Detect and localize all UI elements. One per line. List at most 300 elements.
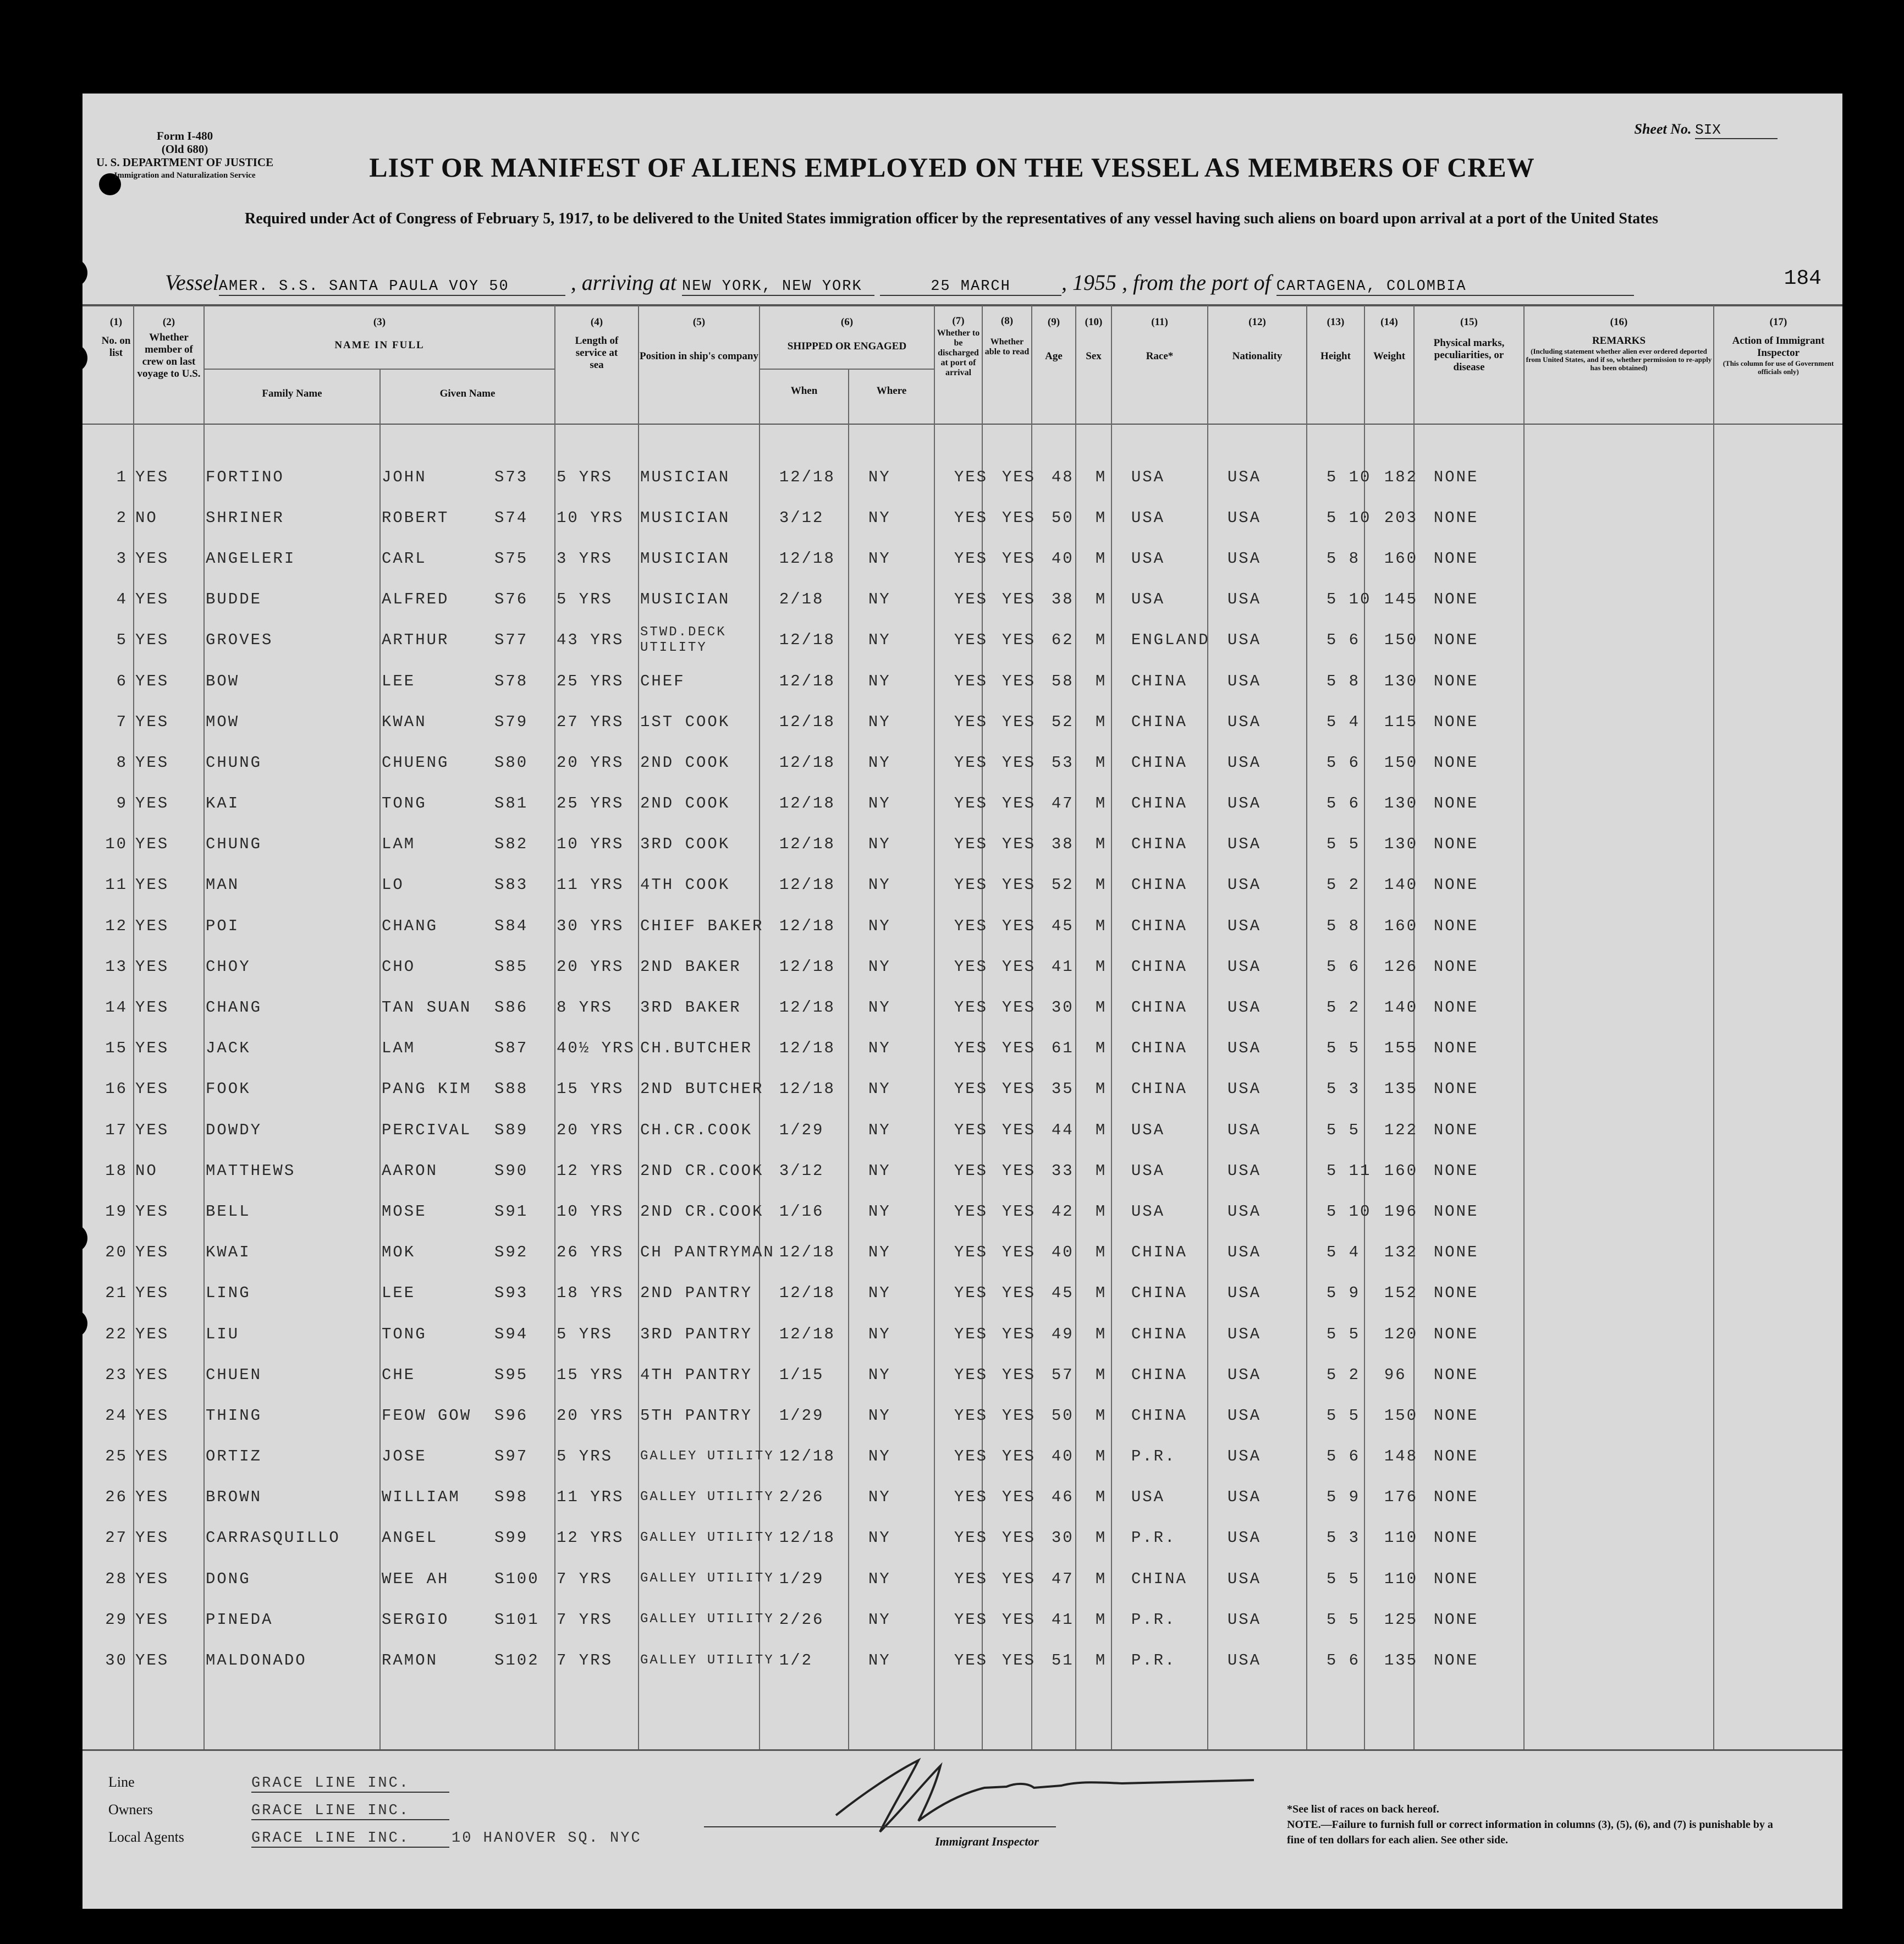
cell-row-number: 13 bbox=[105, 957, 128, 976]
cell-sex: M bbox=[1095, 876, 1107, 894]
cell-crew-id: S95 bbox=[494, 1365, 529, 1384]
cell-shipped-where: NY bbox=[868, 549, 891, 568]
cell-nationality: USA bbox=[1227, 1651, 1262, 1670]
col8-label: Whether able to read bbox=[984, 337, 1030, 356]
table-row bbox=[91, 1436, 1542, 1477]
cell-height: 5 10 bbox=[1326, 590, 1372, 609]
cell-physical-marks: NONE bbox=[1433, 672, 1479, 690]
cell-height: 5 6 bbox=[1326, 794, 1361, 813]
cell-height: 5 5 bbox=[1326, 1121, 1361, 1139]
table-row bbox=[91, 783, 1542, 824]
cell-shipped-when: 1/29 bbox=[779, 1406, 824, 1425]
cell-shipped-where: NY bbox=[868, 835, 891, 854]
cell-service-length: 5 YRS bbox=[557, 1325, 613, 1343]
col15-label: Physical marks, peculiarities, or disease bbox=[1433, 337, 1505, 373]
cell-position: 3RD PANTRY bbox=[640, 1325, 753, 1343]
col16-note: (Including statement whether alien ever ordered deported from United States, and if so, whether permission to re-apply has been obtained) bbox=[1526, 347, 1712, 372]
cell-weight: 115 bbox=[1384, 712, 1418, 731]
cell-height: 5 8 bbox=[1326, 916, 1361, 935]
cell-nationality: USA bbox=[1227, 1202, 1262, 1221]
cell-sex: M bbox=[1095, 1121, 1107, 1139]
cell-row-number: 22 bbox=[105, 1325, 128, 1343]
cell-physical-marks: NONE bbox=[1433, 712, 1479, 731]
cell-age: 52 bbox=[1051, 876, 1074, 894]
col10-label: Sex bbox=[1086, 350, 1102, 362]
col1-number: (1) bbox=[109, 316, 123, 328]
table-row bbox=[91, 905, 1542, 946]
cell-shipped-when: 12/18 bbox=[779, 1284, 835, 1303]
cell-crew-last-voyage: YES bbox=[135, 1039, 169, 1058]
cell-able-to-read: YES bbox=[1001, 957, 1036, 976]
cell-service-length: 20 YRS bbox=[557, 957, 624, 976]
punch-hole bbox=[59, 259, 87, 287]
cell-family-name: CARRASQUILLO bbox=[206, 1529, 340, 1547]
cell-discharged: YES bbox=[954, 1529, 988, 1547]
cell-race: P.R. bbox=[1131, 1651, 1176, 1670]
cell-crew-last-voyage: NO bbox=[135, 1161, 158, 1180]
cell-able-to-read: YES bbox=[1001, 590, 1036, 609]
cell-given-name: MOK bbox=[382, 1243, 416, 1262]
line-value: GRACE LINE INC. bbox=[251, 1775, 449, 1793]
cell-given-name: CHANG bbox=[382, 916, 438, 935]
cell-sex: M bbox=[1095, 1488, 1107, 1507]
cell-family-name: KAI bbox=[206, 794, 240, 813]
cell-crew-id: S84 bbox=[494, 916, 529, 935]
cell-shipped-when: 12/18 bbox=[779, 1447, 835, 1466]
cell-shipped-when: 12/18 bbox=[779, 672, 835, 690]
cell-crew-last-voyage: YES bbox=[135, 712, 169, 731]
inspector-caption: Immigrant Inspector bbox=[935, 1835, 1039, 1848]
cell-nationality: USA bbox=[1227, 1488, 1262, 1507]
cell-shipped-when: 1/2 bbox=[779, 1651, 813, 1670]
cell-service-length: 10 YRS bbox=[557, 835, 624, 854]
cell-nationality: USA bbox=[1227, 712, 1262, 731]
cell-sex: M bbox=[1095, 549, 1107, 568]
cell-physical-marks: NONE bbox=[1433, 1243, 1479, 1262]
cell-crew-id: S80 bbox=[494, 753, 529, 772]
year-prefix: , 19 bbox=[1061, 270, 1094, 295]
cell-row-number: 5 bbox=[116, 631, 128, 650]
col9-label: Age bbox=[1045, 350, 1063, 362]
cell-service-length: 43 YRS bbox=[557, 631, 624, 650]
cell-age: 62 bbox=[1051, 631, 1074, 650]
col10-header bbox=[1076, 316, 1111, 363]
cell-race: CHINA bbox=[1131, 998, 1187, 1017]
cell-race: CHINA bbox=[1131, 1243, 1187, 1262]
cell-family-name: ANGELERI bbox=[206, 549, 296, 568]
table-row bbox=[91, 701, 1542, 742]
cell-shipped-when: 12/18 bbox=[779, 468, 835, 486]
cell-given-name: LAM bbox=[382, 835, 416, 854]
cell-weight: 135 bbox=[1384, 1080, 1418, 1099]
cell-nationality: USA bbox=[1227, 1529, 1262, 1547]
cell-nationality: USA bbox=[1227, 753, 1262, 772]
table-row bbox=[91, 1518, 1542, 1558]
table-row bbox=[91, 1558, 1542, 1599]
col1-label: No. on list bbox=[101, 335, 131, 359]
cell-crew-id: S86 bbox=[494, 998, 529, 1017]
cell-row-number: 16 bbox=[105, 1080, 128, 1099]
cell-given-name: AARON bbox=[382, 1161, 438, 1180]
cell-position: GALLEY UTILITY bbox=[640, 1612, 774, 1627]
cell-physical-marks: NONE bbox=[1433, 916, 1479, 935]
cell-sex: M bbox=[1095, 835, 1107, 854]
cell-position: 2ND BUTCHER bbox=[640, 1080, 764, 1099]
cell-crew-last-voyage: YES bbox=[135, 1651, 169, 1670]
cell-row-number: 14 bbox=[105, 998, 128, 1017]
cell-shipped-when: 3/12 bbox=[779, 1161, 824, 1180]
arrival-date: 25 MARCH bbox=[880, 278, 1061, 296]
col13-header bbox=[1307, 316, 1364, 363]
page-subtitle: Required under Act of Congress of February 5, 1917, to be delivered to the United States immigration officer by the representatives of any vessel having such aliens on board upon arrival at a port of the United States bbox=[245, 210, 1658, 227]
cell-height: 5 2 bbox=[1326, 1365, 1361, 1384]
cell-crew-last-voyage: YES bbox=[135, 1569, 169, 1588]
cell-row-number: 17 bbox=[105, 1121, 128, 1139]
cell-physical-marks: NONE bbox=[1433, 957, 1479, 976]
cell-crew-last-voyage: YES bbox=[135, 835, 169, 854]
cell-height: 5 2 bbox=[1326, 876, 1361, 894]
cell-given-name: MOSE bbox=[382, 1202, 427, 1221]
cell-crew-last-voyage: YES bbox=[135, 998, 169, 1017]
table-row bbox=[91, 1150, 1542, 1191]
cell-height: 5 6 bbox=[1326, 1447, 1361, 1466]
cell-crew-id: S82 bbox=[494, 835, 529, 854]
col3a-header: Family Name bbox=[262, 388, 322, 399]
owners-label: Owners bbox=[108, 1802, 153, 1817]
cell-service-length: 11 YRS bbox=[557, 876, 624, 894]
cell-able-to-read: YES bbox=[1001, 876, 1036, 894]
cell-age: 40 bbox=[1051, 1447, 1074, 1466]
cell-row-number: 6 bbox=[116, 672, 128, 690]
cell-sex: M bbox=[1095, 1610, 1107, 1629]
cell-physical-marks: NONE bbox=[1433, 468, 1479, 486]
cell-row-number: 21 bbox=[105, 1284, 128, 1303]
cell-given-name: WILLIAM bbox=[382, 1488, 460, 1507]
cell-crew-last-voyage: YES bbox=[135, 1365, 169, 1384]
cell-discharged: YES bbox=[954, 876, 988, 894]
cell-given-name: ARTHUR bbox=[382, 631, 449, 650]
cell-position: GALLEY UTILITY bbox=[640, 1448, 774, 1464]
col12-label: Nationality bbox=[1232, 350, 1283, 362]
cell-able-to-read: YES bbox=[1001, 1488, 1036, 1507]
cell-physical-marks: NONE bbox=[1433, 1651, 1479, 1670]
cell-row-number: 7 bbox=[116, 712, 128, 731]
vessel-line bbox=[165, 270, 1826, 296]
cell-height: 5 8 bbox=[1326, 672, 1361, 690]
col12-header bbox=[1208, 316, 1306, 363]
col14-number: (14) bbox=[1380, 316, 1398, 328]
cell-position: 2ND BAKER bbox=[640, 957, 741, 976]
cell-service-length: 20 YRS bbox=[557, 1406, 624, 1425]
cell-height: 5 6 bbox=[1326, 631, 1361, 650]
cell-service-length: 15 YRS bbox=[557, 1080, 624, 1099]
cell-race: USA bbox=[1131, 1488, 1165, 1507]
cell-able-to-read: YES bbox=[1001, 998, 1036, 1017]
cell-crew-last-voyage: YES bbox=[135, 916, 169, 935]
col14-header bbox=[1365, 316, 1413, 363]
cell-shipped-where: NY bbox=[868, 1610, 891, 1629]
cell-race: CHINA bbox=[1131, 712, 1187, 731]
cell-crew-id: S87 bbox=[494, 1039, 529, 1058]
cell-discharged: YES bbox=[954, 1080, 988, 1099]
cell-crew-id: S77 bbox=[494, 631, 529, 650]
table-row bbox=[91, 1477, 1542, 1518]
cell-sex: M bbox=[1095, 753, 1107, 772]
cell-crew-last-voyage: YES bbox=[135, 631, 169, 650]
col9-number: (9) bbox=[1047, 316, 1060, 328]
cell-height: 5 6 bbox=[1326, 753, 1361, 772]
cell-given-name: SERGIO bbox=[382, 1610, 449, 1629]
col12-number: (12) bbox=[1248, 316, 1266, 328]
cell-nationality: USA bbox=[1227, 998, 1262, 1017]
col4-number: (4) bbox=[590, 316, 603, 328]
cell-height: 5 5 bbox=[1326, 1610, 1361, 1629]
cell-nationality: USA bbox=[1227, 1569, 1262, 1588]
cell-discharged: YES bbox=[954, 1284, 988, 1303]
cell-nationality: USA bbox=[1227, 1243, 1262, 1262]
cell-physical-marks: NONE bbox=[1433, 1039, 1479, 1058]
owners-value: GRACE LINE INC. bbox=[251, 1803, 449, 1820]
cell-nationality: USA bbox=[1227, 549, 1262, 568]
cell-race: P.R. bbox=[1131, 1610, 1176, 1629]
cell-service-length: 30 YRS bbox=[557, 916, 624, 935]
cell-weight: 196 bbox=[1384, 1202, 1418, 1221]
cell-sex: M bbox=[1095, 1569, 1107, 1588]
cell-discharged: YES bbox=[954, 712, 988, 731]
cell-crew-last-voyage: YES bbox=[135, 1488, 169, 1507]
cell-weight: 122 bbox=[1384, 1121, 1418, 1139]
col2-number: (2) bbox=[162, 316, 175, 328]
cell-height: 5 2 bbox=[1326, 998, 1361, 1017]
cell-position: 4TH PANTRY bbox=[640, 1365, 753, 1384]
cell-shipped-where: NY bbox=[868, 1488, 891, 1507]
cell-shipped-when: 12/18 bbox=[779, 1039, 835, 1058]
cell-able-to-read: YES bbox=[1001, 1569, 1036, 1588]
cell-service-length: 25 YRS bbox=[557, 672, 624, 690]
cell-shipped-where: NY bbox=[868, 753, 891, 772]
col10-number: (10) bbox=[1085, 316, 1103, 328]
cell-crew-id: S101 bbox=[494, 1610, 540, 1629]
cell-shipped-when: 12/18 bbox=[779, 998, 835, 1017]
cell-able-to-read: YES bbox=[1001, 549, 1036, 568]
cell-position: 5TH PANTRY bbox=[640, 1406, 753, 1425]
col17-label: Action of Immigrant Inspector bbox=[1732, 335, 1825, 359]
cell-able-to-read: YES bbox=[1001, 1447, 1036, 1466]
cell-discharged: YES bbox=[954, 1406, 988, 1425]
cell-weight: 126 bbox=[1384, 957, 1418, 976]
cell-weight: 155 bbox=[1384, 1039, 1418, 1058]
cell-age: 48 bbox=[1051, 468, 1074, 486]
cell-age: 47 bbox=[1051, 794, 1074, 813]
cell-able-to-read: YES bbox=[1001, 835, 1036, 854]
col16-label: REMARKS bbox=[1592, 335, 1646, 347]
cell-row-number: 27 bbox=[105, 1529, 128, 1547]
cell-able-to-read: YES bbox=[1001, 1121, 1036, 1139]
cell-given-name: LEE bbox=[382, 1284, 416, 1303]
cell-discharged: YES bbox=[954, 631, 988, 650]
cell-family-name: THING bbox=[206, 1406, 262, 1425]
cell-crew-id: S99 bbox=[494, 1529, 529, 1547]
cell-discharged: YES bbox=[954, 998, 988, 1017]
cell-height: 5 6 bbox=[1326, 957, 1361, 976]
cell-family-name: LING bbox=[206, 1284, 251, 1303]
cell-physical-marks: NONE bbox=[1433, 876, 1479, 894]
cell-weight: 152 bbox=[1384, 1284, 1418, 1303]
table-row bbox=[91, 1640, 1542, 1681]
col15-header bbox=[1415, 316, 1523, 374]
col7-number: (7) bbox=[952, 315, 965, 327]
cell-age: 33 bbox=[1051, 1161, 1074, 1180]
col8-header bbox=[983, 316, 1031, 357]
col2-label: Whether member of crew on last voyage to U.S. bbox=[137, 332, 201, 380]
header-rule bbox=[82, 304, 1842, 306]
cell-age: 42 bbox=[1051, 1202, 1074, 1221]
cell-service-length: 20 YRS bbox=[557, 753, 624, 772]
cell-discharged: YES bbox=[954, 508, 988, 527]
col3b-header: Given Name bbox=[439, 388, 496, 399]
cell-shipped-where: NY bbox=[868, 590, 891, 609]
cell-given-name: ROBERT bbox=[382, 508, 449, 527]
cell-position: CHEF bbox=[640, 672, 685, 690]
cell-race: USA bbox=[1131, 590, 1165, 609]
cell-race: CHINA bbox=[1131, 916, 1187, 935]
crew-table bbox=[91, 457, 1542, 1681]
cell-nationality: USA bbox=[1227, 672, 1262, 690]
cell-position: 2ND PANTRY bbox=[640, 1284, 753, 1303]
col5-label: Position in ship's company bbox=[640, 350, 758, 362]
cell-weight: 120 bbox=[1384, 1325, 1418, 1343]
cell-weight: 150 bbox=[1384, 753, 1418, 772]
cell-shipped-where: NY bbox=[868, 712, 891, 731]
cell-sex: M bbox=[1095, 916, 1107, 935]
cell-nationality: USA bbox=[1227, 631, 1262, 650]
cell-given-name: LEE bbox=[382, 672, 416, 690]
table-row bbox=[91, 1273, 1542, 1314]
cell-service-length: 10 YRS bbox=[557, 1202, 624, 1221]
cell-row-number: 11 bbox=[105, 876, 128, 894]
col11-number: (11) bbox=[1151, 316, 1168, 328]
col6-label: SHIPPED OR ENGAGED bbox=[787, 341, 907, 352]
cell-family-name: CHUNG bbox=[206, 753, 262, 772]
cell-family-name: DOWDY bbox=[206, 1121, 262, 1139]
cell-crew-id: S89 bbox=[494, 1121, 529, 1139]
table-row bbox=[91, 824, 1542, 865]
table-row bbox=[91, 1191, 1542, 1232]
cell-physical-marks: NONE bbox=[1433, 1488, 1479, 1507]
cell-discharged: YES bbox=[954, 1202, 988, 1221]
cell-race: CHINA bbox=[1131, 1284, 1187, 1303]
cell-crew-id: S100 bbox=[494, 1569, 540, 1588]
cell-sex: M bbox=[1095, 1080, 1107, 1099]
cell-sex: M bbox=[1095, 794, 1107, 813]
cell-crew-id: S85 bbox=[494, 957, 529, 976]
cell-age: 47 bbox=[1051, 1569, 1074, 1588]
col11-label: Race* bbox=[1146, 350, 1174, 362]
cell-physical-marks: NONE bbox=[1433, 1161, 1479, 1180]
cell-shipped-where: NY bbox=[868, 876, 891, 894]
cell-family-name: GROVES bbox=[206, 631, 273, 650]
cell-row-number: 28 bbox=[105, 1569, 128, 1588]
cell-sex: M bbox=[1095, 1284, 1107, 1303]
cell-race: CHINA bbox=[1131, 1365, 1187, 1384]
cell-weight: 176 bbox=[1384, 1488, 1418, 1507]
header-bottom-rule bbox=[82, 424, 1842, 425]
cell-family-name: BELL bbox=[206, 1202, 251, 1221]
cell-crew-id: S79 bbox=[494, 712, 529, 731]
col14-label: Weight bbox=[1373, 350, 1406, 362]
cell-weight: 150 bbox=[1384, 1406, 1418, 1425]
cell-able-to-read: YES bbox=[1001, 1202, 1036, 1221]
cell-height: 5 9 bbox=[1326, 1488, 1361, 1507]
cell-crew-last-voyage: YES bbox=[135, 1202, 169, 1221]
cell-shipped-where: NY bbox=[868, 1161, 891, 1180]
cell-able-to-read: YES bbox=[1001, 1529, 1036, 1547]
cell-service-length: 11 YRS bbox=[557, 1488, 624, 1507]
cell-row-number: 25 bbox=[105, 1447, 128, 1466]
table-row bbox=[91, 1232, 1542, 1273]
cell-shipped-where: NY bbox=[868, 998, 891, 1017]
sheet-label: Sheet No. bbox=[1634, 121, 1692, 137]
cell-crew-id: S88 bbox=[494, 1080, 529, 1099]
cell-physical-marks: NONE bbox=[1433, 1080, 1479, 1099]
cell-age: 51 bbox=[1051, 1651, 1074, 1670]
department: U. S. DEPARTMENT OF JUSTICE bbox=[96, 156, 274, 169]
inspector-signature bbox=[814, 1749, 1265, 1837]
cell-position: MUSICIAN bbox=[640, 590, 730, 609]
cell-age: 38 bbox=[1051, 835, 1074, 854]
cell-position: 2ND COOK bbox=[640, 753, 730, 772]
cell-service-length: 5 YRS bbox=[557, 590, 613, 609]
table-row bbox=[91, 865, 1542, 905]
footer-notes bbox=[1287, 1802, 1782, 1848]
cell-service-length: 12 YRS bbox=[557, 1161, 624, 1180]
cell-row-number: 12 bbox=[105, 916, 128, 935]
cell-crew-last-voyage: YES bbox=[135, 468, 169, 486]
cell-age: 30 bbox=[1051, 1529, 1074, 1547]
cell-crew-id: S73 bbox=[494, 468, 529, 486]
column-divider bbox=[1713, 305, 1714, 1749]
cell-family-name: LIU bbox=[206, 1325, 240, 1343]
cell-service-length: 7 YRS bbox=[557, 1569, 613, 1588]
col16-number: (16) bbox=[1610, 316, 1628, 328]
cell-family-name: MAN bbox=[206, 876, 240, 894]
cell-position: MUSICIAN bbox=[640, 508, 730, 527]
cell-weight: 140 bbox=[1384, 998, 1418, 1017]
cell-family-name: JACK bbox=[206, 1039, 251, 1058]
cell-crew-id: S74 bbox=[494, 508, 529, 527]
cell-height: 5 11 bbox=[1326, 1161, 1372, 1180]
cell-given-name: TONG bbox=[382, 1325, 427, 1343]
col13-number: (13) bbox=[1327, 316, 1345, 328]
cell-age: 40 bbox=[1051, 1243, 1074, 1262]
cell-physical-marks: NONE bbox=[1433, 794, 1479, 813]
cell-discharged: YES bbox=[954, 468, 988, 486]
cell-weight: 96 bbox=[1384, 1365, 1407, 1384]
cell-family-name: DONG bbox=[206, 1569, 251, 1588]
cell-row-number: 24 bbox=[105, 1406, 128, 1425]
cell-weight: 125 bbox=[1384, 1610, 1418, 1629]
cell-crew-last-voyage: YES bbox=[135, 753, 169, 772]
cell-nationality: USA bbox=[1227, 1080, 1262, 1099]
cell-service-length: 3 YRS bbox=[557, 549, 613, 568]
cell-service-length: 5 YRS bbox=[557, 1447, 613, 1466]
cell-position: GALLEY UTILITY bbox=[640, 1530, 774, 1545]
cell-crew-id: S76 bbox=[494, 590, 529, 609]
cell-family-name: CHUNG bbox=[206, 835, 262, 854]
cell-crew-last-voyage: YES bbox=[135, 1447, 169, 1466]
cell-weight: 130 bbox=[1384, 794, 1418, 813]
cell-age: 38 bbox=[1051, 590, 1074, 609]
